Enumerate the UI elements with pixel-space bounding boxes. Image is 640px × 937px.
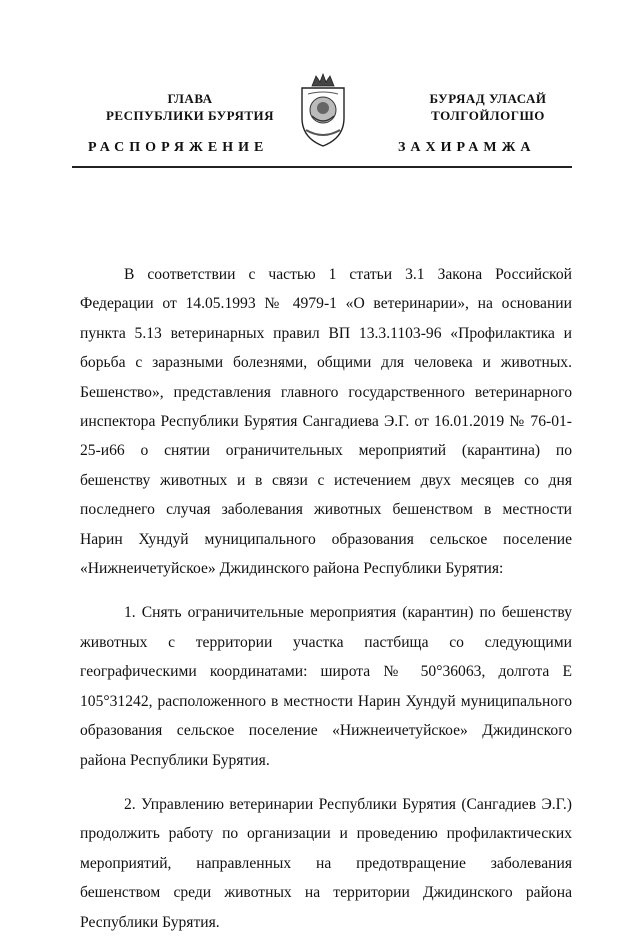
issuer-bua-line1: БУРЯАД УЛАСАЙ (429, 91, 547, 106)
issuer-ru-line2: РЕСПУБЛИКИ БУРЯТИЯ (105, 108, 275, 123)
doc-type-ru: РАСПОРЯЖЕНИЕ (88, 140, 269, 155)
coat-of-arms-icon (296, 72, 350, 150)
document-body (80, 260, 572, 937)
issuer-bua (378, 90, 598, 124)
item-2-paragraph: 2. Управлению ветеринарии Республики Бурятия (Сангадиев Э.Г.) продолжить работу по организации и проведению профилактических мероприятий, направленных на предотвращение заболевания бешенством среди животных на территории Джидинского района Республики Бурятия. (80, 795, 572, 931)
issuer-bua-line2: ТОЛГОЙЛОГШО (431, 108, 545, 123)
item-1-paragraph: 1. Снять ограничительные мероприятия (карантин) по бешенству животных с территории участка пастбища со следующими географическими координатами: широта № 50°36063, долгота Е 105°31242, расположенного в местности Нарин Хундуй муниципального образования сельское поселение «Нижнеичетуйское» Джидинского района Республики Бурятия. (80, 604, 572, 769)
preamble-paragraph: В соответствии с частью 1 статьи 3.1 Закона Российской Федерации от 14.05.1993 № 4979-1 «О ветеринарии», на основании пункта 5.13 ветеринарных правил ВП 13.3.1103-96 «Профилактика и борьба с заразными болезнями, общими для человека и животных. Бешенство», представления главного государственного ветеринарного инспектора Республики Бурятия Сангадиева Э.Г. от 16.01.2019 № 76-01-25-и66 о снятии ограничительных мероприятий (карантина) по бешенству животных и в связи с истечением двух месяцев со дня последнего случая заболевания животных бешенством в местности Нарин Хундуй муниципального образования сельское поселение «Нижнеичетуйское» Джидинского района Республики Бурятия: (80, 266, 572, 578)
issuer-ru (80, 90, 300, 124)
doc-type-bua: ЗАХИРАМЖА (398, 140, 536, 155)
header-divider (72, 166, 572, 168)
issuer-ru-line1: ГЛАВА (167, 91, 213, 106)
